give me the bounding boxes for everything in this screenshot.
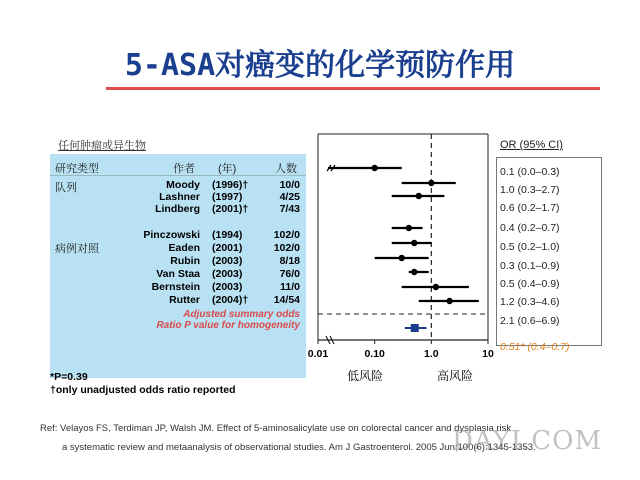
table-subheading: 任何肿瘤或异生物 xyxy=(58,140,146,152)
row-author: Eaden xyxy=(168,242,200,254)
point-estimate xyxy=(399,255,405,261)
or-value: 0.5 (0.2–1.0) xyxy=(500,241,560,253)
point-estimate xyxy=(416,193,422,199)
row-year: (1994) xyxy=(212,229,243,241)
or-column-header: OR (95% CI) xyxy=(500,139,563,151)
x-tick-label: 0.01 xyxy=(307,348,329,360)
row-year: (2001)† xyxy=(212,203,249,215)
group-label-cohort: 队列 xyxy=(55,182,77,194)
x-tick-label: 1.0 xyxy=(424,348,439,360)
adjusted-summary-label: Adjusted summary odds xyxy=(183,309,300,320)
row-count: 10/0 xyxy=(279,179,300,191)
row-author: Rutter xyxy=(169,294,200,306)
or-value: 0.3 (0.1–0.9) xyxy=(500,260,560,272)
x-label-low-risk: 低风险 xyxy=(346,369,384,383)
row-count: 8/18 xyxy=(279,255,300,267)
point-estimate xyxy=(411,240,417,246)
header-study-type: 研究类型 xyxy=(55,163,99,175)
summary-estimate xyxy=(411,324,419,332)
or-value: 2.1 (0.6–6.9) xyxy=(500,315,560,327)
row-count: 7/43 xyxy=(279,203,300,215)
footnote: †only unadjusted odds ratio reported xyxy=(50,384,236,396)
homogeneity-label: Ratio P value for homogeneity xyxy=(156,320,300,331)
row-count: 76/0 xyxy=(279,268,300,280)
or-value: 0.1 (0.0–0.3) xyxy=(500,166,560,178)
x-tick-label: 10 xyxy=(482,348,494,360)
row-count: 102/0 xyxy=(273,242,300,254)
point-estimate xyxy=(433,284,439,290)
slide-title: 5-ASA对癌变的化学预防作用 xyxy=(124,48,516,83)
row-year: (2003) xyxy=(212,281,243,293)
x-label-high-risk: 高风险 xyxy=(436,369,474,383)
header-count: 人数 xyxy=(275,163,297,175)
row-count: 14/54 xyxy=(273,294,300,306)
row-count: 11/0 xyxy=(280,281,300,293)
point-estimate xyxy=(428,180,434,186)
or-value: 0.4 (0.2–0.7) xyxy=(500,222,560,234)
row-year: (2003) xyxy=(212,268,243,280)
point-estimate xyxy=(446,298,452,304)
row-count: 4/25 xyxy=(279,191,300,203)
row-author: Van Staa xyxy=(156,268,200,280)
row-author: Rubin xyxy=(170,255,200,267)
row-year: (1996)† xyxy=(212,179,249,191)
row-author: Moody xyxy=(166,179,200,191)
row-author: Bernstein xyxy=(151,281,200,293)
or-summary-value: 0.51* (0.4–0.7) xyxy=(500,341,570,353)
or-value: 0.5 (0.4–0.9) xyxy=(500,278,560,290)
row-count: 102/0 xyxy=(273,229,300,241)
row-year: (1997) xyxy=(212,191,243,203)
group-label-case-control: 病例对照 xyxy=(55,243,99,255)
reference-line-1: Ref: Velayos FS, Terdiman JP, Walsh JM. Effect of 5-aminosalicylate use on colorectal cancer and dysplasia risk xyxy=(40,423,512,434)
row-author: Lashner xyxy=(159,191,200,203)
row-year: (2004)† xyxy=(212,294,249,306)
row-year: (2001) xyxy=(212,242,243,254)
point-estimate xyxy=(406,225,412,231)
reference-line-2: a systematic review and metaanalysis of observational studies. Am J Gastroenterol. 2005 Jun;100(6):1345-1353. xyxy=(62,442,536,453)
point-estimate xyxy=(411,269,417,275)
or-value: 0.6 (0.2–1.7) xyxy=(500,202,560,214)
header-year: (年) xyxy=(218,163,237,175)
watermark: DAYI.COM xyxy=(452,426,603,456)
or-value: 1.2 (0.3–4.6) xyxy=(500,296,560,308)
header-author: 作者 xyxy=(173,163,195,175)
row-author: Lindberg xyxy=(155,203,200,215)
p-value-note: *P=0.39 xyxy=(50,371,88,383)
or-value: 1.0 (0.3–2.7) xyxy=(500,184,560,196)
point-estimate xyxy=(371,165,377,171)
row-author: Pinczowski xyxy=(143,229,200,241)
x-tick-label: 0.10 xyxy=(364,348,385,360)
row-year: (2003) xyxy=(212,255,243,267)
